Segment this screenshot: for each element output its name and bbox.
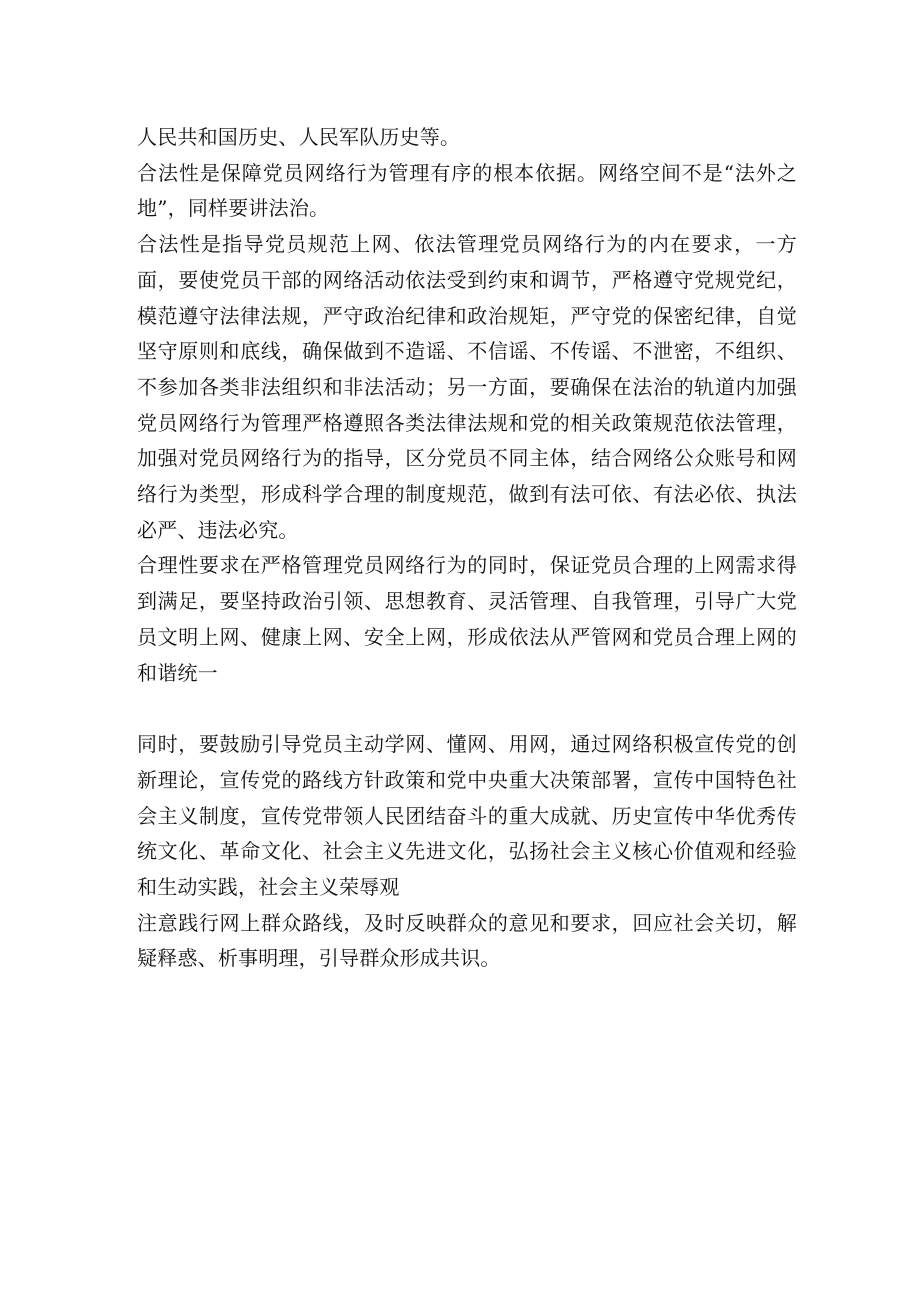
paragraph-6: 注意践行网上群众路线，及时反映群众的意见和要求，回应社会关切，解疑释惑、析事明理，引导群众形成共识。 [137,910,797,971]
paragraph-3: 合法性是指导党员规范上网、依法管理党员网络行为的内在要求，一方面，要使党员干部的网络活动依法受到约束和调节，严格遵守党规党纪，模范遵守法律法规，严守政治纪律和政治规矩，严守党的保密纪律，自觉坚守原则和底线，确保做到不造谣、不信谣、不传谣、不泄密，不组织、不参加各类非法组织和非法活动；另一方面，要确保在法治的轨道内加强党员网络行为管理严格遵照各类法律法规和党的相关政策规范依法管理，加强对党员网络行为的指导，区分党员不同主体，结合网络公众账号和网络行为类型，形成科学合理的制度规范，做到有法可依、有法必依、执法必严、违法必究。 [137,232,797,542]
paragraph-1: 人民共和国历史、人民军队历史等。 [137,125,461,149]
paragraph-4: 合理性要求在严格管理党员网络行为的同时，保证党员合理的上网需求得到满足，要坚持政治引领、思想教育、灵活管理、自我管理，引导广大党员文明上网、健康上网、安全上网，形成依法从严管网和党员合理上网的和谐统一 [137,553,797,685]
document-body [137,120,797,977]
paragraph-5: 同时，要鼓励引导党员主动学网、懂网、用网，通过网络积极宣传党的创新理论，宣传党的路线方针政策和党中央重大决策部署，宣传中国特色社会主义制度，宣传党带领人民团结奋斗的重大成就、历史宣传中华优秀传统文化、革命文化、社会主义先进文化，弘扬社会主义核心价值观和经验和生动实践，社会主义荣辱观 [137,732,797,900]
paragraph-2: 合法性是保障党员网络行为管理有序的根本依据。网络空间不是“法外之地”，同样要讲法治。 [137,160,797,221]
